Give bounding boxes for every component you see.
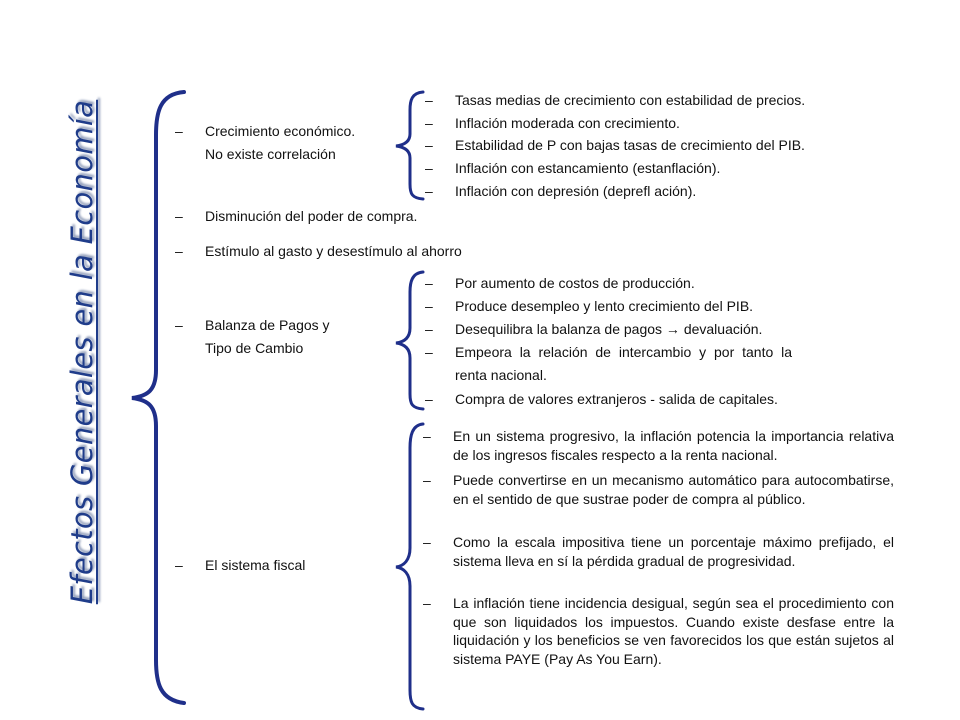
main-brace [132,92,184,703]
crecimiento-brace [396,92,423,199]
item-fiscal: – El sistema fiscal [175,556,305,574]
item-disminucion: – Disminución del poder de compra. [175,207,417,225]
crecimiento-item: – Inflación moderada con crecimiento. [425,114,680,132]
item-crecimiento: – Crecimiento económico. [175,122,355,140]
fiscal-item: – En un sistema progresivo, la inflación potencia la importancia relativa de los ingresos fiscales respecto a la renta nacional. [423,427,894,464]
fiscal-item: – La inflación tiene incidencia desigual, según sea el procedimiento con que son liquidados los impuestos. Cuando existe desfase entre la liquidación y los beneficios se ven favorecidos los que están sujetos al sistema PAYE (Pay As You Earn). [423,594,894,668]
item-balanza-sub: Tipo de Cambio [205,340,304,356]
balanza-item: – Empeora la relación de intercambio y por tanto la [425,343,792,361]
balanza-item: – Compra de valores extranjeros - salida de capitales. [425,390,778,408]
crecimiento-item: – Tasas medias de crecimiento con estabilidad de precios. [425,91,805,109]
fiscal-brace [396,424,423,709]
balanza-brace [396,272,423,409]
balanza-item-cont: renta nacional. [455,367,547,383]
item-estimulo: – Estímulo al gasto y desestímulo al ahorro [175,242,462,260]
item-crecimiento-sub: No existe correlación [205,146,336,162]
vertical-title: Efectos Generales en la Economía [65,99,99,605]
item-balanza: – Balanza de Pagos y [175,316,330,334]
balanza-item: – Produce desempleo y lento crecimiento del PIB. [425,297,753,315]
balanza-item: – Por aumento de costos de producción. [425,274,695,292]
balanza-item: – Desequilibra la balanza de pagos → devaluación. [425,320,762,338]
crecimiento-item: – Inflación con estancamiento (estanflación). [425,159,720,177]
fiscal-item: – Puede convertirse en un mecanismo automático para autocombatirse, en el sentido de que sustrae poder de compra al público. [423,471,894,508]
crecimiento-item: – Inflación con depresión (deprefl ación). [425,182,696,200]
crecimiento-item: – Estabilidad de P con bajas tasas de crecimiento del PIB. [425,136,805,154]
fiscal-item: – Como la escala impositiva tiene un porcentaje máximo prefijado, el sistema lleva en sí la pérdida gradual de progresividad. [423,533,894,570]
